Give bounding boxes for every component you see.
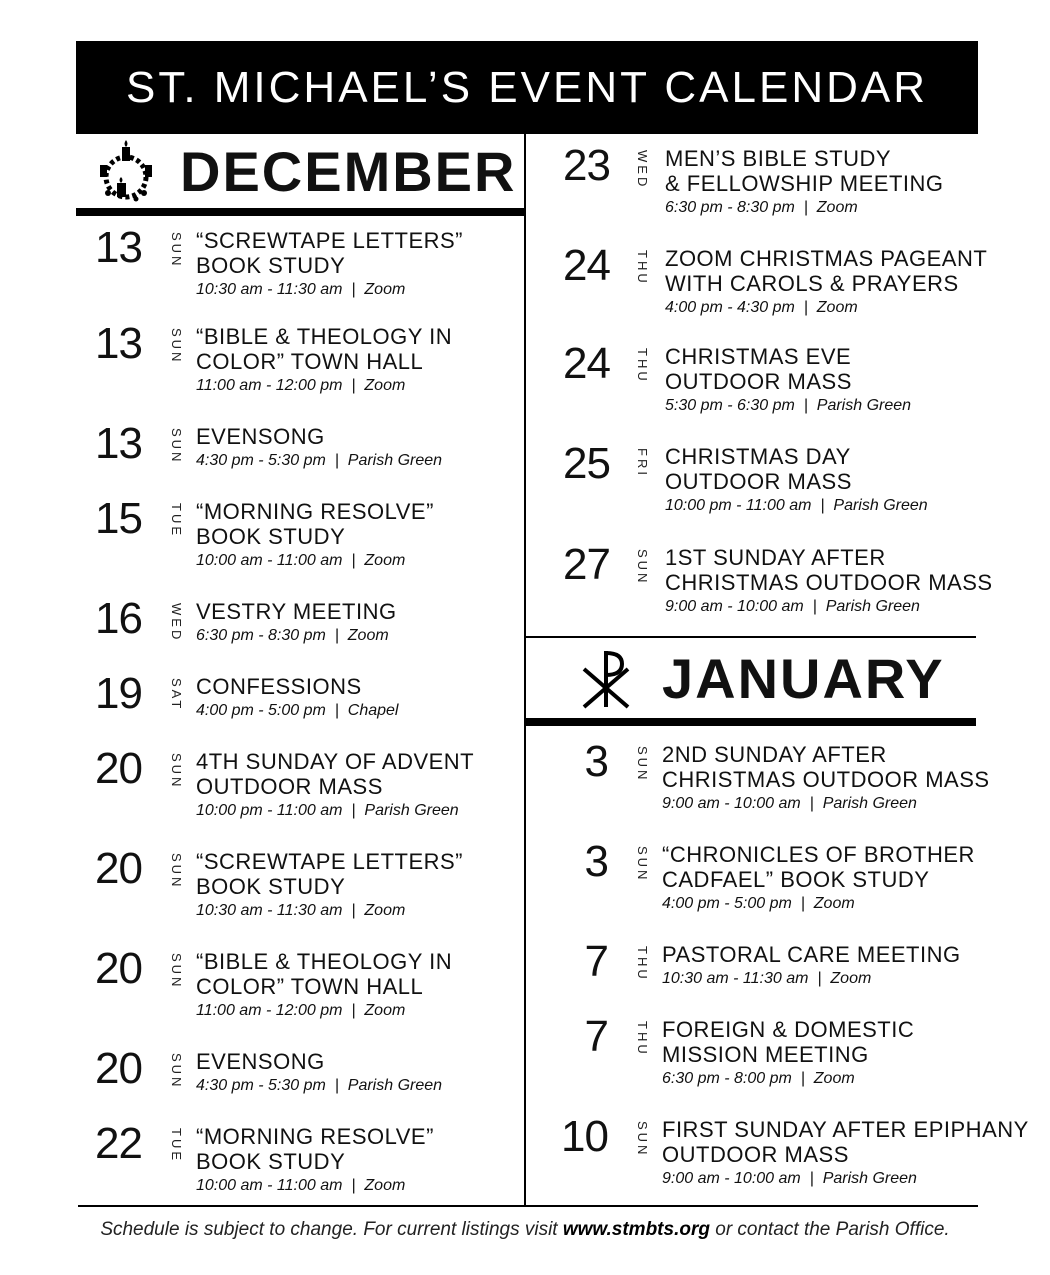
event-location: Zoom [364,902,406,919]
event-info [665,246,987,317]
event-time: 11:00 am - 12:00 pm [196,377,343,394]
event-day: 19 [95,669,142,718]
footer-text-before: Schedule is subject to change. For current listings visit [100,1219,563,1240]
event-title-line2: COLOR” TOWN HALL [196,349,424,374]
meta-separator: | [794,199,817,216]
event-title-line1: MEN’S BIBLE STUDY [665,146,892,171]
event-info [665,444,928,515]
event-weekday: SUN [635,549,650,586]
event-row [0,1012,1050,1117]
event-info [665,545,993,616]
event-weekday: SUN [169,753,184,790]
meta-separator: | [342,802,365,819]
calendar-title: ST. MICHAEL’S EVENT CALENDAR [76,41,978,134]
event-row [0,1112,1050,1217]
event-day: 13 [95,223,142,272]
event-title-line2: OUTDOOR MASS [662,1142,849,1167]
event-meta [662,1070,914,1088]
event-time: 10:00 am - 11:00 am [196,552,343,569]
event-location: Zoom [830,970,872,987]
event-title-line1: CONFESSIONS [196,674,362,699]
meta-separator: | [803,598,826,615]
event-day: 20 [95,844,142,893]
event-info [662,1017,914,1088]
event-title-line1: EVENSONG [196,1049,325,1074]
event-location: Zoom [364,1002,406,1019]
january-heading [578,646,945,712]
meta-separator: | [342,1002,365,1019]
event-info [665,344,911,415]
meta-separator: | [794,397,817,414]
event-location: Zoom [364,1177,406,1194]
event-day: 23 [563,141,610,190]
event-weekday: SUN [635,1121,650,1158]
event-location: Parish Green [816,397,912,414]
event-location: Zoom [813,895,855,912]
event-meta [662,895,975,913]
event-title-line1: EVENSONG [196,424,325,449]
event-day: 10 [561,1112,608,1161]
event-time: 11:00 am - 12:00 pm [196,1002,343,1019]
meta-separator: | [811,497,834,514]
event-weekday: WED [635,150,650,190]
event-weekday: SUN [169,428,184,465]
meta-separator: | [342,552,365,569]
december-title: DECEMBER [180,140,517,203]
meta-separator: | [325,452,348,469]
event-time: 10:00 am - 11:00 am [196,1177,343,1194]
event-time: 6:30 pm - 8:30 pm [196,627,326,644]
event-weekday: SUN [635,746,650,783]
event-title-line2: OUTDOOR MASS [665,469,852,494]
event-day: 20 [95,944,142,993]
event-time: 10:30 am - 11:30 am [196,902,343,919]
event-title-line1: 4TH SUNDAY OF ADVENT [196,749,475,774]
event-title-line1: FIRST SUNDAY AFTER EPIPHANY [662,1117,1029,1142]
footer-text-after: or contact the Parish Office. [709,1219,950,1240]
event-info [662,842,975,913]
event-location: Zoom [347,627,389,644]
meta-separator: | [342,1177,365,1194]
event-title-line1: “BIBLE & THEOLOGY IN [196,949,453,974]
event-day: 3 [584,737,608,786]
event-location: Parish Green [825,598,920,615]
event-time: 4:30 pm - 5:30 pm [196,452,326,469]
meta-separator: | [325,702,348,719]
meta-separator: | [342,902,365,919]
event-title-line1: VESTRY MEETING [196,599,397,624]
event-info [662,742,990,813]
event-time: 6:30 pm - 8:30 pm [665,199,795,216]
event-location: Parish Green [347,452,443,469]
event-location: Zoom [364,552,406,569]
event-info [665,146,944,217]
event-meta [196,702,398,720]
event-location: Parish Green [822,795,917,812]
event-title-line2: CHRISTMAS OUTDOOR MASS [662,767,990,792]
event-title-line2: COLOR” TOWN HALL [196,974,424,999]
event-weekday: SUN [635,846,650,883]
event-day: 20 [95,744,142,793]
event-time: 4:00 pm - 4:30 pm [665,299,795,316]
meta-separator: | [325,627,348,644]
event-day: 25 [563,439,610,488]
meta-separator: | [800,795,823,812]
event-meta [662,1170,1029,1188]
event-meta [665,598,993,616]
meta-separator: | [342,377,365,394]
event-weekday: TUE [169,1128,184,1163]
event-title-line2: BOOK STUDY [196,253,346,278]
event-location: Parish Green [833,497,928,514]
event-location: Zoom [364,281,406,298]
event-title-line2: MISSION MEETING [662,1042,869,1067]
event-time: 6:30 pm - 8:00 pm [662,1070,792,1087]
event-meta [665,299,987,317]
event-day: 13 [95,319,142,368]
event-location: Chapel [347,702,399,719]
event-weekday: SUN [169,232,184,269]
event-row [0,737,1050,842]
meta-separator: | [325,1077,348,1094]
event-day: 15 [95,494,142,543]
event-weekday: THU [635,1021,650,1057]
event-weekday: TUE [169,503,184,538]
event-time: 10:00 pm - 11:00 am [196,802,343,819]
footer-note [0,1219,1050,1241]
event-time: 9:00 am - 10:00 am [662,795,801,812]
event-title-line1: 2ND SUNDAY AFTER [662,742,887,767]
event-time: 9:00 am - 10:00 am [662,1170,801,1187]
event-title-line1: “BIBLE & THEOLOGY IN [196,324,453,349]
event-time: 4:30 pm - 5:30 pm [196,1077,326,1094]
event-time: 4:00 pm - 5:00 pm [662,895,792,912]
event-title-line1: PASTORAL CARE MEETING [662,942,961,967]
event-meta [662,970,961,988]
meta-separator: | [791,895,814,912]
event-title-line1: “SCREWTAPE LETTERS” [196,849,464,874]
event-meta [665,397,911,415]
meta-separator: | [800,1170,823,1187]
event-day: 20 [95,1044,142,1093]
event-day: 16 [95,594,142,643]
event-time: 9:00 am - 10:00 am [665,598,804,615]
event-day: 7 [584,937,608,986]
event-day: 7 [584,1012,608,1061]
event-location: Zoom [364,377,406,394]
event-title-line2: WITH CAROLS & PRAYERS [665,271,959,296]
event-day: 24 [563,339,610,388]
event-meta [665,199,944,217]
january-title: JANUARY [662,647,945,710]
event-location: Zoom [816,299,858,316]
event-row [0,140,1050,246]
event-title-line1: “SCREWTAPE LETTERS” [196,228,464,253]
event-day: 3 [584,837,608,886]
meta-separator: | [342,281,365,298]
event-time: 10:00 pm - 11:00 am [665,497,812,514]
event-info [662,942,961,988]
event-title-line1: CHRISTMAS EVE [665,344,852,369]
chi-rho-icon [578,647,634,711]
event-title-line2: OUTDOOR MASS [665,369,852,394]
event-info [196,674,398,720]
event-title-line2: BOOK STUDY [196,874,346,899]
event-weekday: FRI [635,448,650,478]
event-location: Parish Green [347,1077,443,1094]
event-title-line1: ZOOM CHRISTMAS PAGEANT [665,246,988,271]
event-weekday: THU [635,250,650,286]
event-day: 13 [95,419,142,468]
event-time: 4:00 pm - 5:00 pm [196,702,326,719]
event-title-line1: “MORNING RESOLVE” [196,1124,434,1149]
website-link[interactable]: www.stmbts.org [562,1219,710,1240]
event-day: 24 [563,241,610,290]
event-weekday: THU [635,348,650,384]
event-weekday: WED [169,603,184,643]
event-meta [665,497,928,515]
event-title-line2: BOOK STUDY [196,1149,346,1174]
event-day: 22 [95,1119,142,1168]
meta-separator: | [791,1070,814,1087]
january-top-rule [526,636,976,638]
event-time: 10:30 am - 11:30 am [662,970,809,987]
event-time: 10:30 am - 11:30 am [196,281,343,298]
event-weekday: THU [635,946,650,982]
event-location: Zoom [813,1070,855,1087]
event-time: 5:30 pm - 6:30 pm [665,397,795,414]
event-title-line2: CADFAEL” BOOK STUDY [662,867,930,892]
event-location: Zoom [816,199,858,216]
event-title-line1: “MORNING RESOLVE” [196,499,434,524]
event-title-line1: “CHRONICLES OF BROTHER [662,842,975,867]
event-title-line1: FOREIGN & DOMESTIC [662,1017,915,1042]
event-weekday: SAT [169,678,184,712]
meta-separator: | [794,299,817,316]
event-row [0,241,1050,346]
event-meta [662,795,990,813]
event-weekday: SUN [169,953,184,990]
event-row [0,540,1050,645]
event-title-line2: OUTDOOR MASS [196,774,383,799]
event-title-line1: CHRISTMAS DAY [665,444,851,469]
event-location: Parish Green [364,802,459,819]
event-weekday: SUN [169,853,184,890]
event-title-line2: CHRISTMAS OUTDOOR MASS [665,570,993,595]
event-title-line2: BOOK STUDY [196,524,346,549]
event-location: Parish Green [822,1170,917,1187]
event-weekday: SUN [169,328,184,365]
bottom-rule [78,1205,978,1207]
january-rule [526,718,976,726]
event-title-line2: & FELLOWSHIP MEETING [665,171,944,196]
event-day: 27 [563,540,610,589]
event-weekday: SUN [169,1053,184,1090]
event-info [662,1117,1029,1188]
event-title-line1: 1ST SUNDAY AFTER [665,545,886,570]
meta-separator: | [808,970,831,987]
event-row [0,837,1050,942]
